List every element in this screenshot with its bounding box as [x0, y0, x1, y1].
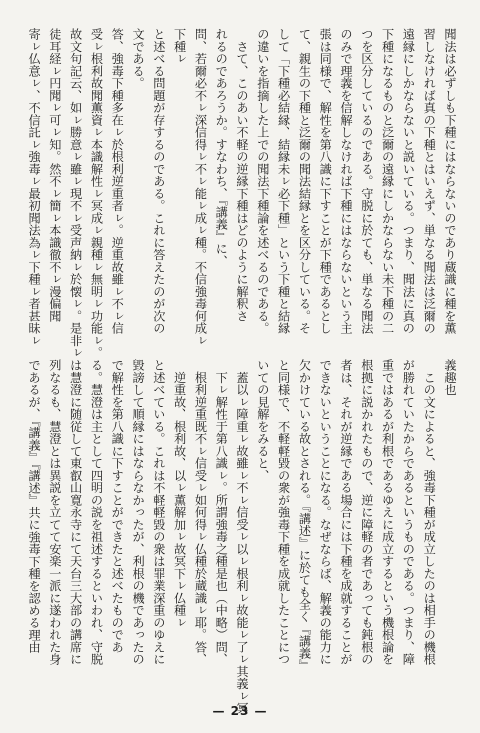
text-line: と述べている。これは不軽軽毀の衆は罪業深重のゆえに	[151, 359, 166, 666]
quoted-line: 答、強毒下種多在ㇾ於根利逆重者ㇾ。逆重故雖ㇾ不ㇾ信	[110, 28, 125, 335]
text-line: であるが、『講義』『講述』共に強毒下種を認める理由	[27, 359, 42, 654]
quoted-line: 蓋以ㇾ障重ㇾ故雖ㇾ不ㇾ信受ㇾ以ㇾ根利ㇾ故能ㇾ了ㇾ其義ㇾ冥	[235, 359, 250, 715]
text-line: 張は同様で、解性を第八識に下すことが下種であるとし	[318, 28, 333, 335]
quoted-line: 下種ㇾ	[172, 28, 187, 65]
quoted-line: 故文句記云、如ㇾ勝意ㇾ雖ㇾ現不ㇾ受声納ㇾ於懐ㇾ。是非ㇾ	[68, 28, 83, 359]
quoted-line: 寄ㇾ仏意ㇾ、不信託ㇾ強毒ㇾ最初聞法為ㇾ下種ㇾ者甚昧ㇾ	[27, 28, 42, 347]
text-line: で解性を第八識に下すことができたと述べたものであ	[110, 359, 125, 653]
quoted-line: 受ㇾ根利故聞薫資ㇾ本識解性ㇾ冥成ㇾ親種ㇾ無明ㇾ功能ㇾ。	[89, 28, 104, 359]
quoted-line: 徒耳経ㇾ円聞ㇾ可ㇾ知。然不ㇾ簡ㇾ本識徹不ㇾ漫偏聞	[47, 28, 62, 322]
text-line: つを区分しているのである。守脱に於ても、単なる聞法	[359, 28, 374, 335]
text-line: いての見解をみると、	[255, 359, 270, 482]
text-line: この文によると、強毒下種が成立したのは相手の機根	[422, 359, 437, 666]
text-line: 列なるも、慧澄とは異説を立てて安楽一派に遂われた身	[47, 359, 62, 666]
quoted-line: 問、若爾必不ㇾ深信得ㇾ不ㇾ能ㇾ成ㇾ種。不信強毒何成ㇾ	[193, 28, 208, 347]
text-line: 欠かけている故とされる。『講述』に於ても全く『講義』	[297, 359, 312, 672]
text-line: 習しなければ真の下種とはいえず、単なる聞法は泛爾の	[422, 28, 437, 335]
text-line: 遠縁にしかならないと説いている。つまり、聞法に真の	[401, 28, 416, 335]
upper-text-block	[27, 28, 460, 359]
text-line: れるのであろうか。すなわち、『講義』に、	[214, 28, 229, 267]
text-line: 根拠に説かれたもので、逆に障軽の者であっても鈍根の	[359, 359, 374, 666]
text-line: て、親生の下種と泛爾の聞法結縁とを区分している。そ	[297, 28, 312, 335]
text-line: と同様で、不軽軽毀の衆が強毒下種を成就したことにつ	[276, 359, 291, 666]
text-line: と述べる問題が存するのである。これに答えたのが次の	[151, 28, 166, 335]
text-line: 者は、それが逆縁である場合には下種を成就することが	[339, 359, 354, 666]
text-line: 重ではあるが利根であるゆえに成立するという機根論を	[380, 359, 395, 666]
quoted-line: 義趣也	[443, 359, 457, 396]
text-line: 文である。	[131, 28, 146, 90]
quoted-line: 下ㇾ解性于第八識ㇾ。所謂強毒之種是也（中略）問、	[214, 359, 229, 666]
text-line: さて、このあい不軽の逆縁下種はどのように解釈さ	[235, 28, 250, 322]
text-line: の違いを指摘した上での聞法下種論を述べるのである。	[255, 28, 270, 335]
text-line: は慧澄に随従して東叡山寛永寺にて天台三大部の講席に	[68, 359, 83, 666]
text-line: 聞法は必ずしも下種にはならないのであり蔵識に種を薫	[443, 28, 457, 335]
text-line: る。慧澄は主として四明の説を祖述するといわれ、守脱	[89, 359, 104, 666]
quoted-line: 逆重故、根利故、以ㇾ薫解加ㇾ故冥下ㇾ仏種ㇾ	[172, 359, 187, 629]
text-line: が勝れていたからであるというものである。つまり、障	[401, 359, 416, 666]
quoted-line: 根利逆重既不ㇾ信受ㇾ如何得ㇾ仏種於蔵識ㇾ耶。答、	[193, 359, 208, 666]
page-number: — 23 —	[212, 704, 268, 718]
text-line: 毀謗して順縁にはならなかったが、利根の機であったの	[131, 359, 146, 666]
text-line: できないということになる。なぜならば、解義の能力に	[318, 359, 333, 666]
text-line: 下種になるものと泛爾の遠縁にしかならない未下種の二	[380, 28, 395, 335]
text-line: して「下種必結縁、結縁未ㇾ必下種」という下種と結縁	[276, 28, 291, 335]
text-line: のみで理義を信解しなければ下種にはならないという主	[339, 28, 354, 335]
